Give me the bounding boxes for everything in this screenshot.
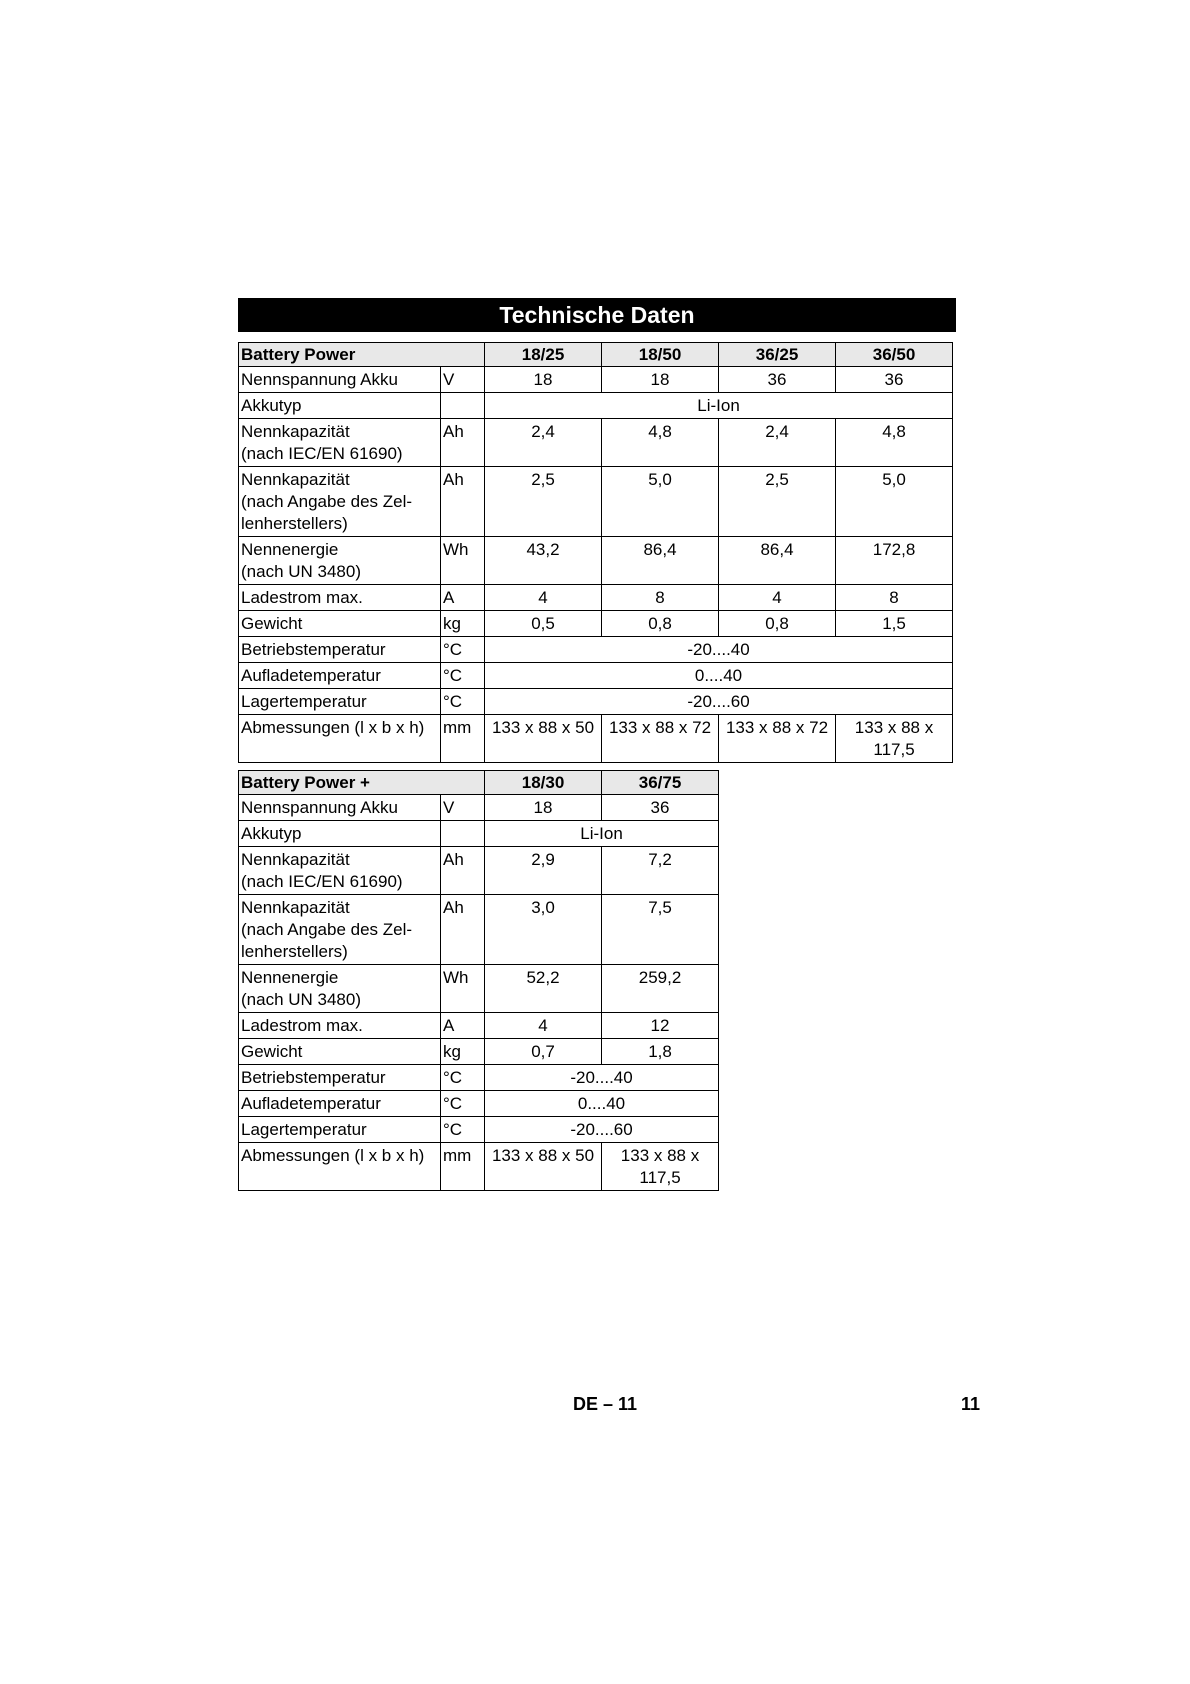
row-unit: A [441,585,485,611]
value-cell: 2,9 [485,847,602,895]
row-label: Betriebstemperatur [239,637,441,663]
value-cell: 18 [485,367,602,393]
row-unit: Ah [441,895,485,965]
row-label: Ladestrom max. [239,585,441,611]
value-cell: 52,2 [485,965,602,1013]
value-cell: 86,4 [602,537,719,585]
row-unit [441,821,485,847]
table-row [239,585,953,611]
table-row [239,663,953,689]
table-header-row [239,343,953,367]
merged-value-cell: Li-Ion [485,821,719,847]
table-row [239,637,953,663]
row-unit: Wh [441,965,485,1013]
row-unit: °C [441,1091,485,1117]
row-label: Nennkapazität (nach Angabe des Zel- lenherstellers) [239,895,441,965]
value-cell: 2,5 [719,467,836,537]
row-unit: °C [441,663,485,689]
row-label: Gewicht [239,1039,441,1065]
row-label: Gewicht [239,611,441,637]
table-row [239,467,953,537]
table-row [239,419,953,467]
footer-page-label: DE – 11 [572,1394,638,1414]
value-cell: 3,0 [485,895,602,965]
row-label: Ladestrom max. [239,1013,441,1039]
row-unit: mm [441,715,485,763]
table-row [239,847,719,895]
row-label: Nennenergie (nach UN 3480) [239,965,441,1013]
table-title: Battery Power + [239,771,485,795]
value-cell: 1,5 [836,611,953,637]
row-label: Abmessungen (l x b x h) [239,715,441,763]
row-unit: V [441,795,485,821]
value-cell: 0,8 [719,611,836,637]
row-unit: kg [441,1039,485,1065]
row-unit: kg [441,611,485,637]
value-cell: 0,5 [485,611,602,637]
table-row [239,965,719,1013]
table-row [239,1143,719,1191]
merged-value-cell: -20....40 [485,1065,719,1091]
row-label: Aufladetemperatur [239,663,441,689]
value-cell: 133 x 88 x 50 [485,1143,602,1191]
table-row [239,537,953,585]
merged-value-cell: 0....40 [485,1091,719,1117]
model-header: 36/50 [836,343,953,367]
battery-power-plus-spec-table [238,770,719,1191]
section-heading: Technische Daten [238,298,956,332]
value-cell: 36 [719,367,836,393]
row-label: Akkutyp [239,821,441,847]
battery-power-spec-table [238,342,953,763]
value-cell: 133 x 88 x 50 [485,715,602,763]
row-label: Nennkapazität (nach IEC/EN 61690) [239,419,441,467]
value-cell: 2,5 [485,467,602,537]
row-unit: mm [441,1143,485,1191]
merged-value-cell: -20....40 [485,637,953,663]
row-label: Akkutyp [239,393,441,419]
value-cell: 2,4 [719,419,836,467]
value-cell: 133 x 88 x 72 [719,715,836,763]
row-unit: °C [441,637,485,663]
row-label: Nennkapazität (nach IEC/EN 61690) [239,847,441,895]
value-cell: 259,2 [602,965,719,1013]
merged-value-cell: Li-Ion [485,393,953,419]
table-header-row [239,771,719,795]
table-row [239,689,953,715]
value-cell: 12 [602,1013,719,1039]
value-cell: 18 [485,795,602,821]
table-row [239,715,953,763]
model-header: 18/30 [485,771,602,795]
value-cell: 172,8 [836,537,953,585]
value-cell: 0,7 [485,1039,602,1065]
row-label: Aufladetemperatur [239,1091,441,1117]
row-unit: A [441,1013,485,1039]
table-row [239,821,719,847]
value-cell: 8 [602,585,719,611]
value-cell: 36 [602,795,719,821]
value-cell: 4,8 [602,419,719,467]
row-label: Betriebstemperatur [239,1065,441,1091]
table-title: Battery Power [239,343,485,367]
row-label: Lagertemperatur [239,1117,441,1143]
model-header: 18/50 [602,343,719,367]
table-row [239,1039,719,1065]
table-row [239,1117,719,1143]
row-unit: °C [441,1117,485,1143]
value-cell: 133 x 88 x 117,5 [602,1143,719,1191]
table-row [239,1091,719,1117]
value-cell: 4 [719,585,836,611]
merged-value-cell: -20....60 [485,689,953,715]
table-row [239,393,953,419]
row-unit: °C [441,689,485,715]
row-label: Nennspannung Akku [239,367,441,393]
table-row [239,795,719,821]
value-cell: 8 [836,585,953,611]
row-unit [441,393,485,419]
row-label: Nennenergie (nach UN 3480) [239,537,441,585]
row-unit: °C [441,1065,485,1091]
value-cell: 7,5 [602,895,719,965]
value-cell: 0,8 [602,611,719,637]
value-cell: 4 [485,1013,602,1039]
table-row [239,895,719,965]
row-label: Lagertemperatur [239,689,441,715]
table-row [239,611,953,637]
merged-value-cell: -20....60 [485,1117,719,1143]
row-unit: Ah [441,419,485,467]
value-cell: 5,0 [602,467,719,537]
value-cell: 7,2 [602,847,719,895]
model-header: 18/25 [485,343,602,367]
value-cell: 4,8 [836,419,953,467]
value-cell: 133 x 88 x 72 [602,715,719,763]
value-cell: 43,2 [485,537,602,585]
value-cell: 133 x 88 x 117,5 [836,715,953,763]
value-cell: 2,4 [485,419,602,467]
value-cell: 36 [836,367,953,393]
row-label: Abmessungen (l x b x h) [239,1143,441,1191]
value-cell: 5,0 [836,467,953,537]
value-cell: 1,8 [602,1039,719,1065]
table-row [239,1013,719,1039]
value-cell: 4 [485,585,602,611]
page-number: 11 [960,1394,980,1414]
value-cell: 18 [602,367,719,393]
table-row [239,1065,719,1091]
merged-value-cell: 0....40 [485,663,953,689]
table-row [239,367,953,393]
model-header: 36/75 [602,771,719,795]
row-unit: Ah [441,467,485,537]
row-unit: Wh [441,537,485,585]
row-label: Nennkapazität (nach Angabe des Zel- lenherstellers) [239,467,441,537]
value-cell: 86,4 [719,537,836,585]
row-unit: V [441,367,485,393]
row-unit: Ah [441,847,485,895]
model-header: 36/25 [719,343,836,367]
row-label: Nennspannung Akku [239,795,441,821]
